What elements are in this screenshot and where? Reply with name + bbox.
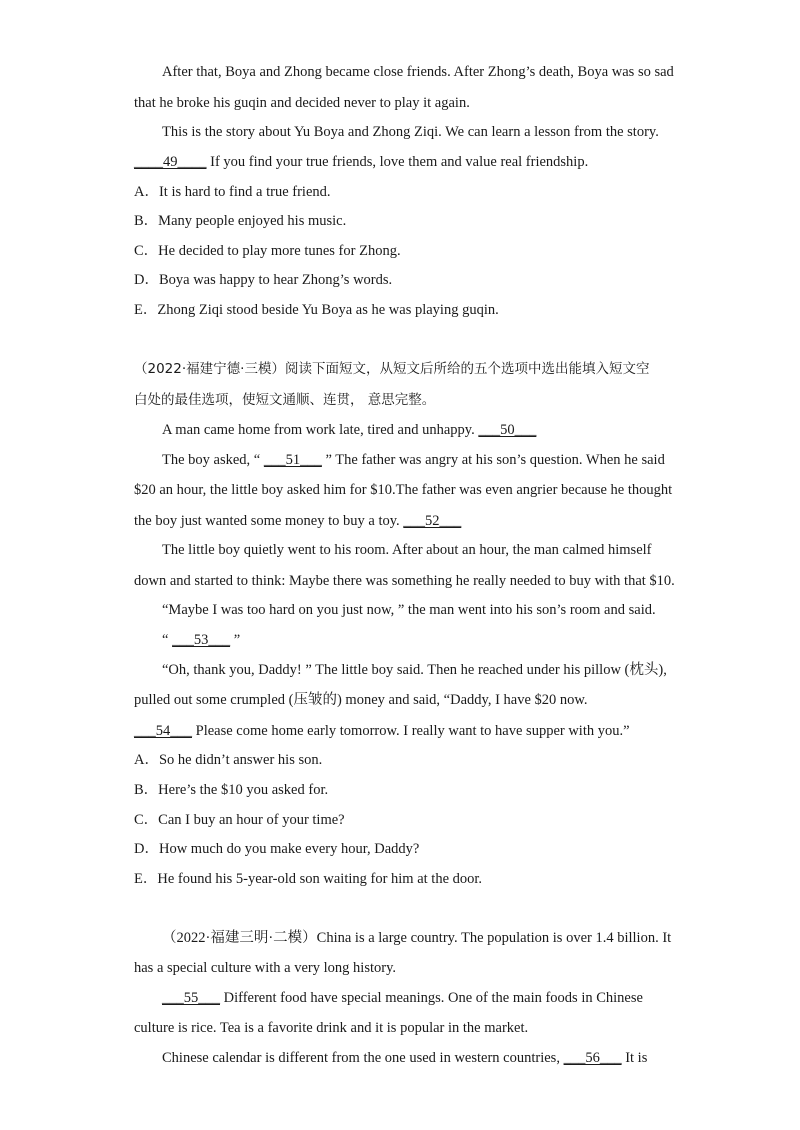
question-intro: （2022·福建宁德·三模）阅读下面短文，从短文后所给的五个选项中选出能填入短文空 — [134, 361, 650, 377]
line-text: A man came home from work late, tired and unhappy. — [162, 422, 479, 438]
line-text: Chinese calendar is different from the one used in western countries, — [162, 1050, 564, 1066]
paragraph-line — [162, 988, 666, 1008]
paragraph-line — [162, 1048, 666, 1068]
paragraph-line: “Maybe I was too hard on you just now, ” the man went into his son’s room and said. — [162, 602, 656, 618]
paragraph-line: pulled out some crumpled (压皱的) money and said, “Daddy, I have $20 now. — [134, 692, 588, 708]
line-text: The boy asked, “ — [162, 452, 264, 468]
paragraph-line — [134, 721, 666, 741]
paragraph-line — [162, 420, 666, 440]
blank-49: ____49____ — [134, 154, 207, 170]
paragraph-line: This is the story about Yu Boya and Zhong Ziqi. We can learn a lesson from the story. — [162, 124, 659, 140]
line-text: If you find your true friends, love them and value real friendship. — [206, 154, 589, 170]
paragraph-line: culture is rice. Tea is a favorite drink and it is popular in the market. — [134, 1020, 529, 1036]
paragraph-line: （2022·福建三明·二模）China is a large country. The population is over 1.4 billion. It — [162, 930, 672, 946]
option-d: D．How much do you make every hour, Daddy? — [134, 841, 420, 857]
paragraph-line — [162, 450, 666, 470]
option-d: D．Boya was happy to hear Zhong’s words. — [134, 272, 393, 288]
paragraph-line: down and started to think: Maybe there was something he really needed to buy with that $10. — [134, 573, 675, 589]
paragraph-line — [134, 511, 666, 531]
blank-52: ___52___ — [403, 513, 462, 529]
blank-55: ___55___ — [162, 990, 220, 1006]
option-c: C．Can I buy an hour of your time? — [134, 812, 345, 828]
line-text: ” The father was angry at his son’s question. When he said — [321, 452, 665, 468]
blank-54: ___54___ — [134, 723, 192, 739]
paragraph-line — [134, 152, 666, 172]
blank-56: ___56___ — [563, 1050, 622, 1066]
question-intro: 白处的最佳选项，使短文通顺、连贯， 意思完整。 — [134, 392, 436, 408]
paragraph-line: The little boy quietly went to his room. After about an hour, the man calmed himself — [162, 542, 652, 558]
option-a: A．So he didn’t answer his son. — [134, 752, 323, 768]
paragraph-line: “Oh, thank you, Daddy! ” The little boy said. Then he reached under his pillow (枕头), — [162, 662, 667, 678]
blank-51: ___51___ — [263, 452, 322, 468]
option-c: C．He decided to play more tunes for Zhong. — [134, 243, 401, 259]
line-text: Please come home early tomorrow. I really want to have supper with you.” — [192, 723, 630, 739]
line-text: It is — [621, 1050, 648, 1066]
line-text: “ — [162, 632, 173, 648]
paragraph-line: that he broke his guqin and decided never to play it again. — [134, 95, 470, 111]
option-a: A．It is hard to find a true friend. — [134, 184, 331, 200]
option-e: E．Zhong Ziqi stood beside Yu Boya as he was playing guqin. — [134, 302, 499, 318]
option-b: B．Here’s the $10 you asked for. — [134, 782, 329, 798]
line-text: ” — [230, 632, 241, 648]
option-e: E．He found his 5-year-old son waiting for him at the door. — [134, 871, 483, 887]
blank-53: ___53___ — [172, 632, 231, 648]
paragraph-line: After that, Boya and Zhong became close friends. After Zhong’s death, Boya was so sad — [162, 64, 674, 80]
line-text: Different food have special meanings. One of the main foods in Chinese — [220, 990, 643, 1006]
paragraph-line: has a special culture with a very long history. — [134, 960, 396, 976]
blank-50: ___50___ — [478, 422, 537, 438]
option-b: B．Many people enjoyed his music. — [134, 213, 347, 229]
paragraph-line — [162, 630, 666, 650]
paragraph-line: $20 an hour, the little boy asked him for $10.The father was even angrier because he thought — [134, 482, 673, 498]
line-text: the boy just wanted some money to buy a toy. — [134, 513, 404, 529]
